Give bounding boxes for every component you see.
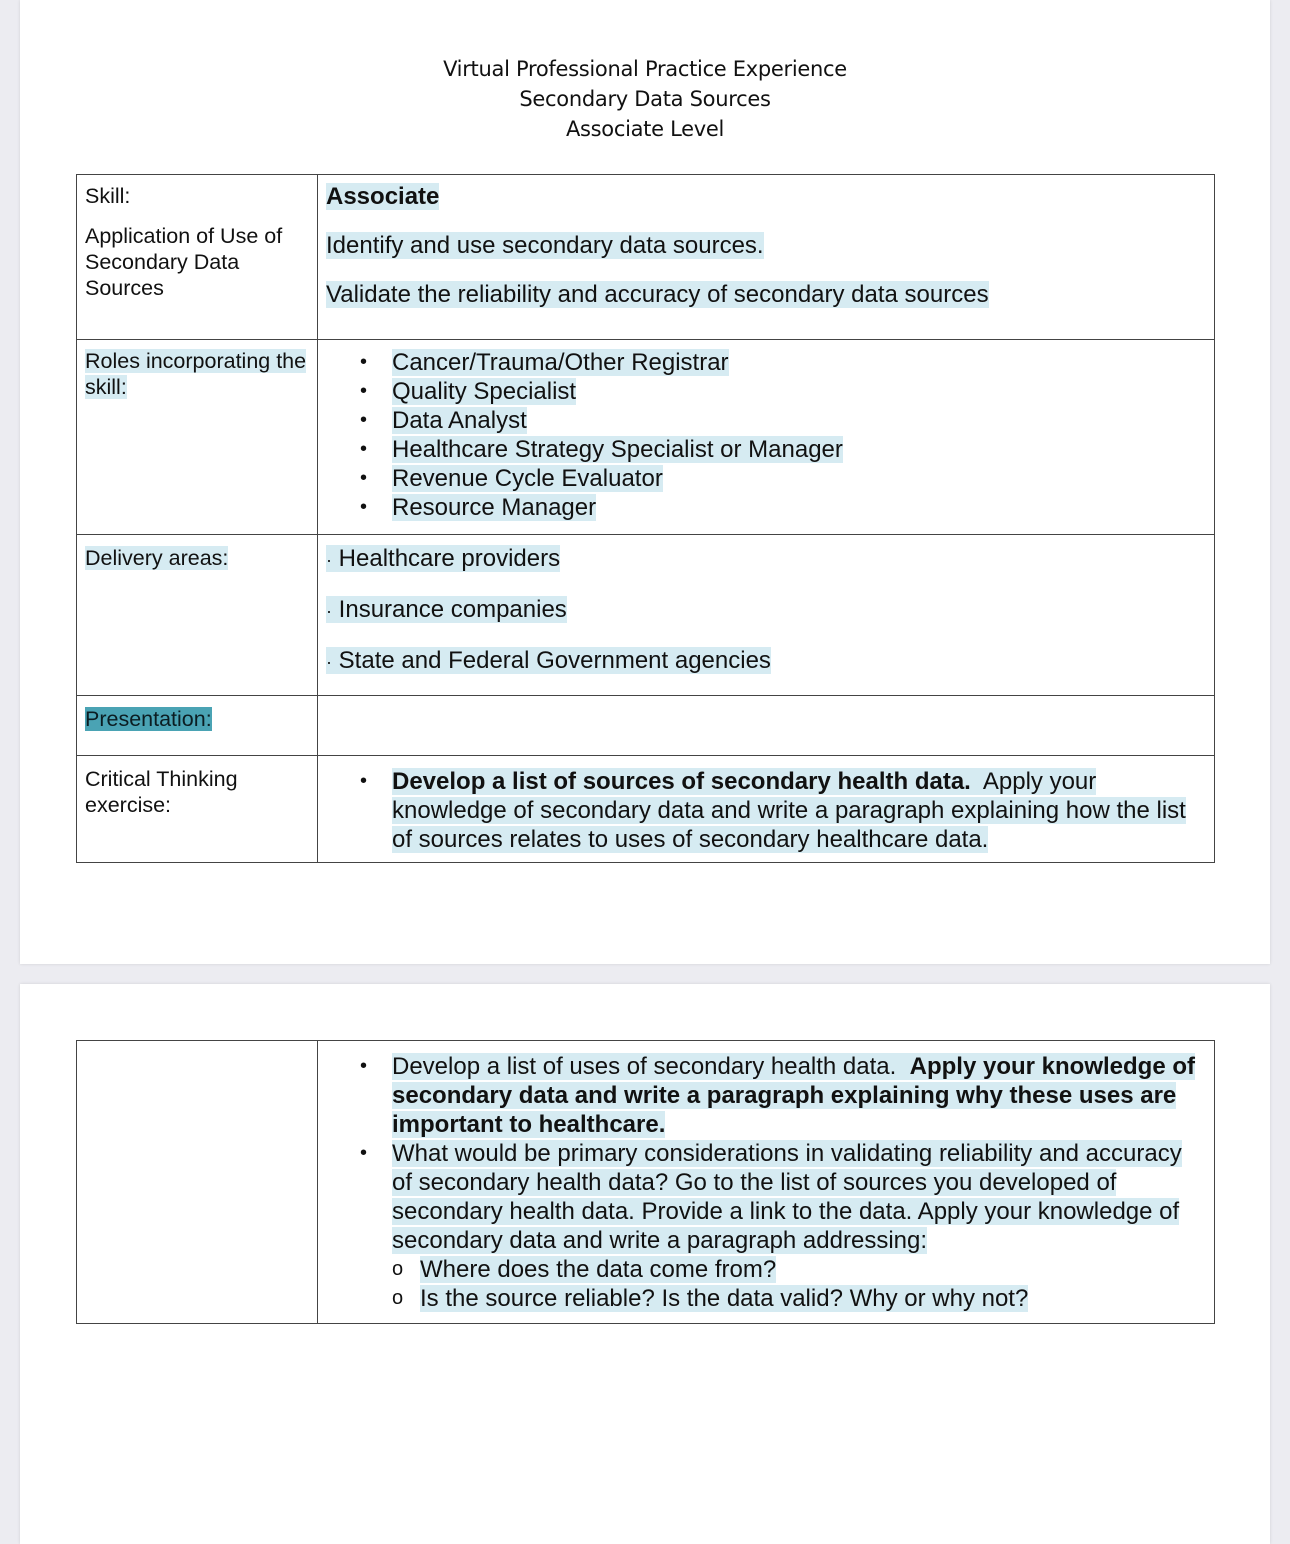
- bullet-icon: •: [360, 380, 368, 402]
- circle-bullet-icon: o: [392, 1287, 404, 1309]
- bullet-icon: •: [360, 438, 368, 460]
- list-item: · Healthcare providers: [326, 545, 561, 572]
- document-header: [20, 54, 1270, 144]
- dot-icon: ·: [326, 652, 332, 672]
- sub-list-item: o Where does the data come from?: [392, 1256, 777, 1283]
- list-item: • Develop a list of sources of secondary health data. Apply your knowledge of secondary data and write a paragraph explaining how the list of sources relates to uses of secondary healthcare data.: [360, 768, 1186, 853]
- skill-line-1: Identify and use secondary data sources.: [326, 232, 764, 259]
- bullet-icon: •: [360, 1055, 368, 1077]
- skill-line-2: Validate the reliability and accuracy of secondary data sources: [326, 281, 989, 308]
- continued-label-cell: [77, 1041, 318, 1324]
- critical-content-cell: [318, 756, 1215, 863]
- bullet-icon: •: [360, 351, 368, 373]
- bullet-icon: •: [360, 770, 368, 792]
- list-item: • Data Analyst: [360, 407, 527, 434]
- skill-label-cell: [77, 175, 318, 340]
- bullet-icon: •: [360, 467, 368, 489]
- skill-content-cell: [318, 175, 1215, 340]
- delivery-content-cell: [318, 535, 1215, 696]
- skill-label: Skill:: [85, 184, 131, 208]
- table-row-continued: [77, 1041, 1215, 1324]
- presentation-content-cell: [318, 696, 1215, 756]
- sub-list-item: o Is the source reliable? Is the data valid? Why or why not?: [392, 1285, 1029, 1312]
- roles-list: [326, 348, 1206, 522]
- circle-bullet-icon: o: [392, 1258, 404, 1280]
- document-page-1: [20, 0, 1270, 964]
- continued-table: [76, 1040, 1215, 1324]
- delivery-label: Delivery areas:: [85, 546, 229, 570]
- list-item: · State and Federal Government agencies: [326, 647, 771, 674]
- critical-list: [326, 767, 1206, 854]
- continued-list: [326, 1052, 1206, 1313]
- list-item: • Develop a list of uses of secondary health data. Apply your knowledge of secondary data and write a paragraph explaining why these uses are important to healthcare.: [360, 1053, 1196, 1138]
- list-item: • What would be primary considerations in validating reliability and accuracy of secondary health data? Go to the list of sources you developed of secondary health data. Provide a link to the data. Apply your knowledge of secondary data and write a paragraph addressing: o Where does the data come from? o Is the source reliable? Is the data valid? Why or why not?: [382, 1139, 1206, 1313]
- presentation-label-cell: [77, 696, 318, 756]
- skill-sublabel: Application of Use of Secondary Data Sources: [85, 224, 283, 300]
- list-item: • Revenue Cycle Evaluator: [360, 465, 663, 492]
- document-page-2: [20, 984, 1270, 1544]
- table-row-skill: [77, 175, 1215, 340]
- presentation-label: Presentation:: [85, 707, 212, 731]
- critical-label-cell: [77, 756, 318, 863]
- dot-icon: ·: [326, 550, 332, 570]
- table-row-presentation: [77, 696, 1215, 756]
- roles-label-cell: [77, 340, 318, 535]
- critical-label: Critical Thinking exercise:: [85, 767, 238, 817]
- header-level: Associate Level: [565, 117, 725, 141]
- table-row-critical-thinking: [77, 756, 1215, 863]
- list-item: • Quality Specialist: [360, 378, 577, 405]
- dot-icon: ·: [326, 601, 332, 621]
- header-subtitle: Secondary Data Sources: [519, 87, 771, 111]
- skill-table: [76, 174, 1215, 863]
- list-item: • Cancer/Trauma/Other Registrar: [360, 349, 729, 376]
- continued-content-cell: [318, 1041, 1215, 1324]
- roles-content-cell: [318, 340, 1215, 535]
- bullet-icon: •: [360, 496, 368, 518]
- skill-level: Associate: [326, 183, 440, 210]
- presentation-value: [318, 696, 1214, 712]
- table-row-delivery: [77, 535, 1215, 696]
- list-item: • Resource Manager: [360, 494, 597, 521]
- bullet-icon: •: [360, 1142, 368, 1164]
- bullet-icon: •: [360, 409, 368, 431]
- header-title: Virtual Professional Practice Experience: [443, 57, 847, 81]
- sub-list: [392, 1255, 1206, 1313]
- delivery-label-cell: [77, 535, 318, 696]
- list-item: • Healthcare Strategy Specialist or Manager: [360, 436, 843, 463]
- list-item: · Insurance companies: [326, 596, 567, 623]
- roles-label: Roles incorporating the skill:: [85, 349, 307, 399]
- table-row-roles: [77, 340, 1215, 535]
